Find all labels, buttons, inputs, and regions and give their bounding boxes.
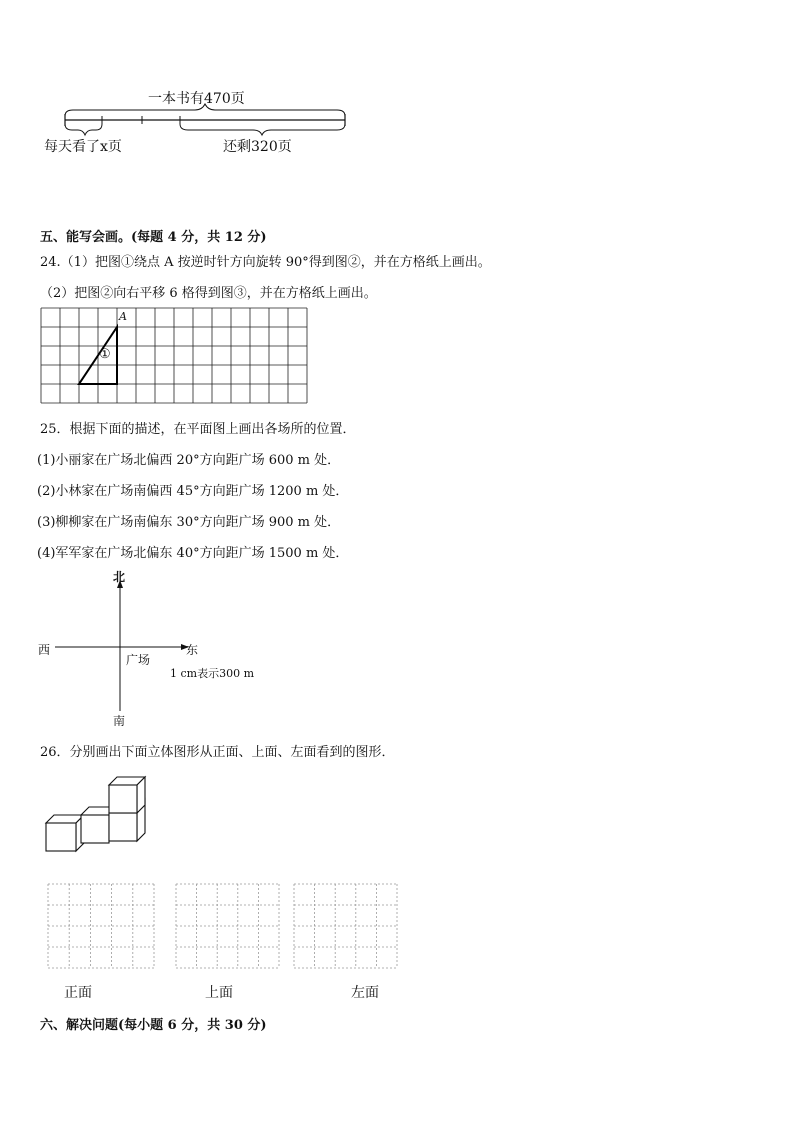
grid-drawing (40, 307, 310, 405)
bar-diagram (40, 80, 360, 160)
south-label: 南 (113, 714, 126, 728)
read-brace (65, 124, 102, 135)
west-label: 西 (38, 643, 51, 657)
remain-label: 还剩320页 (223, 139, 292, 155)
section-five-heading: 五、能写会画。(每题 4 分，共 12 分) (40, 230, 267, 245)
cube-figure (40, 775, 160, 855)
front-view-label: 正面 (64, 985, 92, 1001)
q26-intro: 26．分别画出下面立体图形从正面、上面、左面看到的图形． (40, 745, 395, 760)
q25-intro: 25．根据下面的描述，在平面图上画出各场所的位置． (40, 422, 356, 437)
top-view-label: 上面 (205, 985, 233, 1001)
shape-one-label: ① (99, 347, 111, 362)
view-grid-top (175, 883, 280, 973)
east-label: 东 (186, 643, 199, 657)
q25-item-1: (1)小丽家在广场北偏西 20°方向距广场 600 m 处． (37, 453, 341, 468)
total-label: 一本书有470页 (148, 91, 245, 107)
left-view-label: 左面 (351, 985, 379, 1001)
cube-drawing (40, 775, 160, 855)
q24-grid-paper (40, 307, 310, 405)
view-grid-left (293, 883, 398, 973)
q25-item-4: (4)军军家在广场北偏东 40°方向距广场 1500 m 处． (37, 546, 349, 561)
view-grid-front (47, 883, 155, 973)
point-a-label: A (119, 310, 127, 323)
compass-plan (35, 566, 275, 731)
scale-label: 1 cm表示300 m (170, 667, 255, 680)
compass-axes (35, 566, 275, 731)
q24-line-2: （2）把图②向右平移 6 格得到图③，并在方格纸上画出。 (40, 286, 377, 301)
section-six-heading: 六、解决问题(每小题 6 分，共 30 分) (40, 1018, 267, 1033)
q25-item-2: (2)小林家在广场南偏西 45°方向距广场 1200 m 处． (37, 484, 349, 499)
q24-line-1: 24.（1）把图①绕点 A 按逆时针方向旋转 90°得到图②，并在方格纸上画出。 (40, 255, 491, 270)
q25-item-3: (3)柳柳家在广场南偏东 30°方向距广场 900 m 处． (37, 515, 341, 530)
square-label: 广场 (126, 653, 151, 667)
remain-brace (180, 124, 345, 135)
read-label: 每天看了x页 (44, 139, 122, 155)
north-label: 北 (113, 570, 126, 584)
